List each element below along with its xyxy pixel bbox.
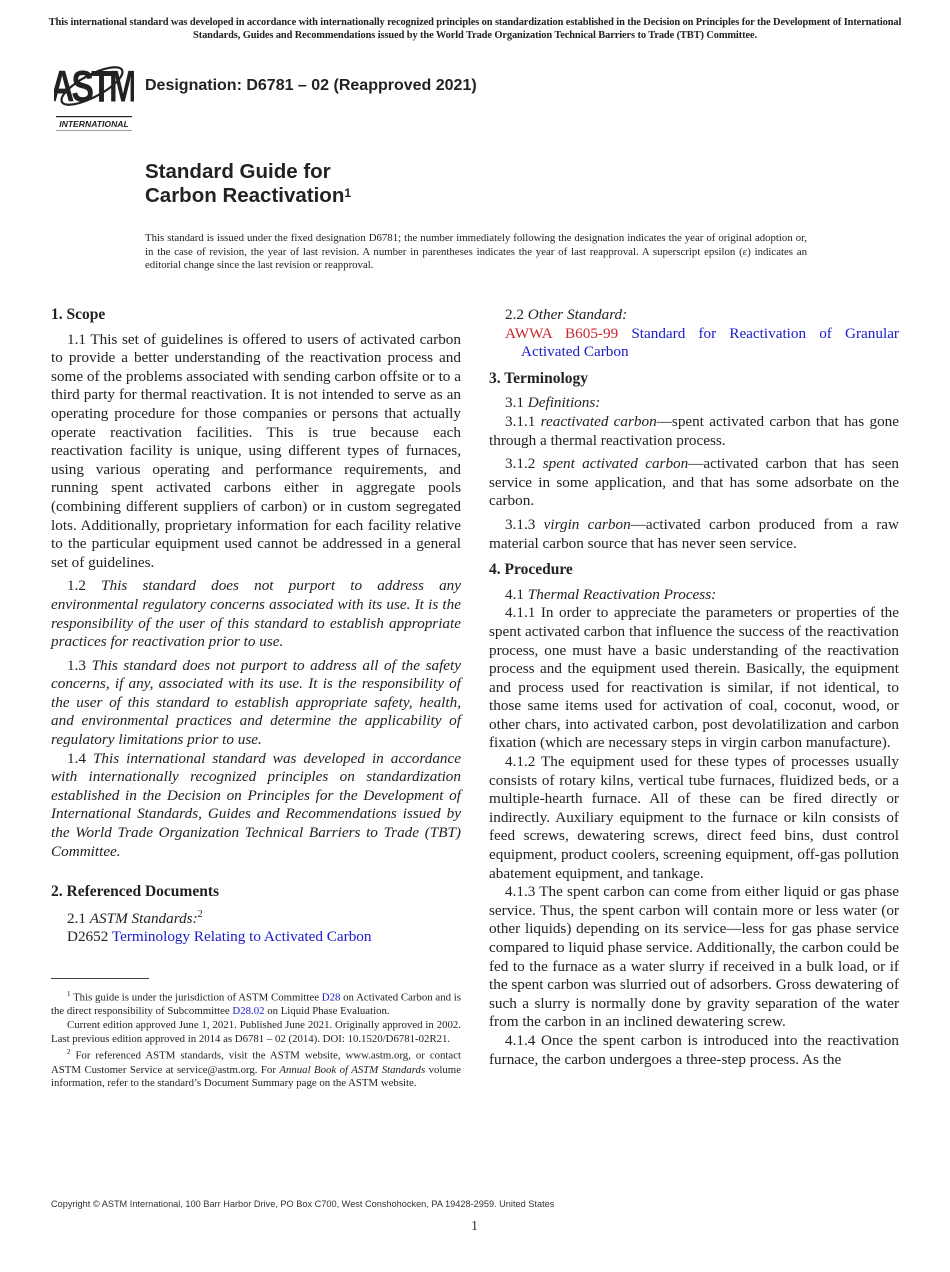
heading-terminology: 3. Terminology bbox=[489, 369, 589, 387]
footnote-1: $^1$ This guide is under the jurisdiction of ASTM Committee D28 on Activated Carbon and is the direct responsibility of Subcommittee D28.02 on Liquid Phase Evaluation. bbox=[51, 990, 461, 1018]
link-awwa-code[interactable]: AWWA B605-99 bbox=[505, 324, 619, 342]
link-d2652[interactable]: Terminology Relating to Activated Carbon bbox=[111, 928, 372, 946]
heading-scope: 1. Scope bbox=[51, 306, 106, 323]
para-4-1-2: 4.1.2 The equipment used for these types of processes usually consists of rotary kilns, vertical tube furnaces, fluidized beds, or a multiple-hearth furnace. All of these can be fired directly or indirectly. Auxiliary equipment to the furnace or kiln consists of feed screws, dewatering screws, direct feed bins, dust control equipment, product coolers, screening equipment, off-gas pollution abatement equipment, and tankage. bbox=[489, 753, 899, 882]
designation: Designation: D6781 – 02 (Reapproved 2021) bbox=[145, 77, 477, 94]
footnote-ref-2[interactable]: 2 bbox=[197, 908, 203, 920]
heading-referenced-documents: 2. Referenced Documents bbox=[51, 883, 220, 901]
heading-procedure: 4. Procedure bbox=[489, 561, 573, 579]
issued-note: This standard is issued under the fixed designation D6781; the number immediately following the designation indicates the year of original adoption or, in the case of revision, the year of last revision. A number in parentheses indicates the year of last reapproval. A superscript epsilon (ε) indicates an editorial change since the last revision or reapproval. bbox=[145, 232, 807, 272]
link-awwa-title[interactable]: Standard for Reactivation of Granular Activated Carbon bbox=[521, 324, 899, 361]
para-3-1-2: 3.1.2 spent activated carbon—activated carbon that has seen service in some application, and that has some adsorbate on the carbon. bbox=[489, 455, 900, 510]
para-1-4: 1.4 This international standard was developed in accordance with internationally recognized principles on standardization established in the Decision on Principles for the Development of International Standards, Guides and Recommendations issued by the World Trade Organization Technical Barriers to Trade (TBT) Committee. bbox=[51, 749, 462, 860]
title-line-1: Standard Guide for bbox=[145, 160, 331, 183]
para-1-3: 1.3 This standard does not purport to address all of the safety concerns, if any, associated with its use. It is the responsibility of the user of this standard to establish appropriate safety, health, and environmental practices and determine the applicability of regulatory limitations prior to use. bbox=[51, 656, 462, 749]
wto-notice: This international standard was developed in accordance with internationally recognized principles on standardization established in the Decision on Principles for the Development of International Standards, Guides and Recommendations issued by the World Trade Organization Technical Barriers to Trade (TBT) Committee. bbox=[48, 17, 902, 41]
para-3-1: 3.1 Definitions: bbox=[505, 394, 601, 412]
footnotes bbox=[51, 988, 461, 1091]
para-3-1-3: 3.1.3 virgin carbon—activated carbon produced from a raw material carbon source that has never seen service. bbox=[489, 515, 899, 552]
para-2-2: 2.2 Other Standard: bbox=[505, 306, 628, 323]
footnote-divider bbox=[51, 978, 149, 979]
page-title bbox=[145, 160, 351, 208]
para-2-1: 2.1 ASTM Standards:$^2$ bbox=[67, 908, 203, 927]
logo-text: ASTM bbox=[54, 62, 134, 112]
logo-subtitle: INTERNATIONAL bbox=[59, 119, 129, 129]
para-1-2: 1.2 This standard does not purport to address any environmental regulatory concerns associated with its use. It is the responsibility of the user of this standard to establish appropriate practices for reactivation prior to use. bbox=[51, 577, 461, 651]
ref-d2652: D2652 Terminology Relating to Activated Carbon bbox=[67, 928, 372, 946]
link-d28[interactable]: D28 bbox=[321, 991, 341, 1004]
para-4-1-4: 4.1.4 Once the spent carbon is introduced into the reactivation furnace, the carbon undergoes a three-step process. As the bbox=[489, 1031, 899, 1068]
para-4-1-1: 4.1.1 In order to appreciate the parameters or properties of the spent activated carbon that influence the success of the reactivation process, one must have a basic understanding of the reactivation process and the equipment used therein. Basically, the equipment and process used for reactivation is similar, if not identical, to those same items used for activation of coal, coconut, wood, or other chars, into activated carbon, post devolatilization and carbon fixation (which are necessary steps in virgin carbon manufacture). bbox=[489, 604, 899, 752]
para-3-1-1: 3.1.1 reactivated carbon—spent activated carbon that has gone through a thermal reactivation process. bbox=[489, 412, 900, 449]
link-d28-02[interactable]: D28.02 bbox=[232, 1005, 265, 1018]
para-4-1-3: 4.1.3 The spent carbon can come from either liquid or gas phase service. Thus, the spent carbon will contain more or less water (or other liquids) depending on its service—less for gas phase service compared to liquid phase service. Additionally, the carbon could be fed to the furnace as a water slurry if received in a bulk load, or if the spent carbon was slurried out of adsorbers. Gross dewatering of such a slurry is normally done by gravity separation of the water from the carbon in an inclined dewatering screw. bbox=[489, 883, 899, 1031]
title-line-2: Carbon Reactivation bbox=[145, 184, 345, 207]
footnote-2: $^2$ For referenced ASTM standards, visit the ASTM website, www.astm.org, or contact ASTM Customer Service at service@astm.org. For Annual Book of ASTM Standards volume information, refer to the standard’s Document Summary page on the ASTM website. bbox=[51, 1048, 461, 1090]
ref-awwa bbox=[489, 325, 899, 362]
para-4-1: 4.1 Thermal Reactivation Process: bbox=[505, 585, 717, 603]
astm-logo-icon bbox=[54, 56, 134, 132]
title-footnote-ref[interactable]: 1 bbox=[344, 186, 352, 200]
para-1-1: 1.1 This set of guidelines is offered to users of activated carbon to provide a better understanding of the reactivation process and some of the problems associated with sending carbon offsite or to a third party for thermal reactivation. It is not intended to serve as an operating procedure for those companies or persons that actually operate reactivation facilities. This is true because each reactivation facility is unique, using different types of furnaces, using various operating and performance requirements, and running spent activated carbons either in aggregate pools (combining different suppliers of carbon) or in custom segregated lots. Additionally, proprietary information for each facility relative to the particular equipment used cannot be addressed in a general set of guidelines. bbox=[51, 330, 461, 571]
page-number: 1 bbox=[471, 1219, 478, 1234]
edition-note: Current edition approved June 1, 2021. Published June 2021. Originally approved in 2002. Last previous edition approved in 2014 as D6781 – 02 (2014). DOI: 10.1520/D6781-02R21. bbox=[51, 1019, 461, 1045]
right-column bbox=[489, 306, 899, 1069]
left-column bbox=[51, 306, 461, 947]
copyright: Copyright © ASTM International, 100 Barr Harbor Drive, PO Box C700, West Conshohocken, PA 19428-2959. United States bbox=[51, 1199, 555, 1209]
